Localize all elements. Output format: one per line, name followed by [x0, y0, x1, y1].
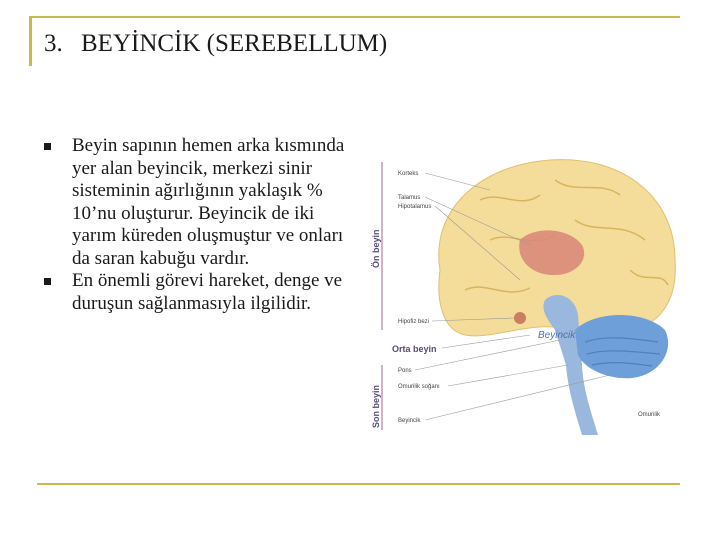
group-on-beyin: Ön beyin	[371, 229, 381, 268]
bullet-list	[40, 135, 360, 315]
bullet-text: Beyin sapının hemen arka kısmında yer alan beyincik, merkezi sinir sisteminin ağırlığının yaklaşık % 10’nu oluşturur. Beyincik de iki yarım küreden oluşmuştur ve onları da saran kabuğu vardır.	[72, 135, 345, 269]
pituitary-shape	[514, 312, 526, 324]
label-omurilik: Omurilik	[638, 412, 660, 418]
frame-top-line	[29, 16, 680, 18]
label-hipotalamus: Hipotalamus	[398, 204, 432, 210]
slide-title	[44, 30, 387, 58]
bullet-square-icon	[44, 278, 51, 285]
bullet-item	[40, 135, 360, 270]
slide-title-number: 3.	[44, 30, 63, 57]
bullet-text: En önemli görevi hareket, denge ve duruşun sağlanmasıyla ilgilidir.	[72, 270, 343, 314]
bullet-square-icon	[44, 143, 51, 150]
label-talamus: Talamus	[398, 195, 421, 201]
brain-diagram	[370, 150, 680, 440]
label-beyincik-blue: Beyincik	[538, 330, 576, 341]
label-pons: Pons	[398, 368, 412, 374]
group-son-beyin: Son beyin	[371, 384, 381, 428]
label-hipofiz: Hipofiz bezi	[398, 319, 430, 325]
frame-bottom-line	[37, 483, 680, 485]
slide-title-text: BEYİNCİK (SEREBELLUM)	[81, 30, 388, 57]
group-orta-beyin: Orta beyin	[392, 344, 437, 354]
label-beyincik: Beyincik	[398, 418, 421, 424]
label-korteks: Korteks	[398, 171, 419, 177]
cerebellum-shape	[575, 315, 668, 378]
frame-left-line	[29, 16, 32, 66]
bullet-item	[40, 270, 360, 315]
label-omurilik-sogani: Omurilik soğanı	[398, 384, 440, 390]
